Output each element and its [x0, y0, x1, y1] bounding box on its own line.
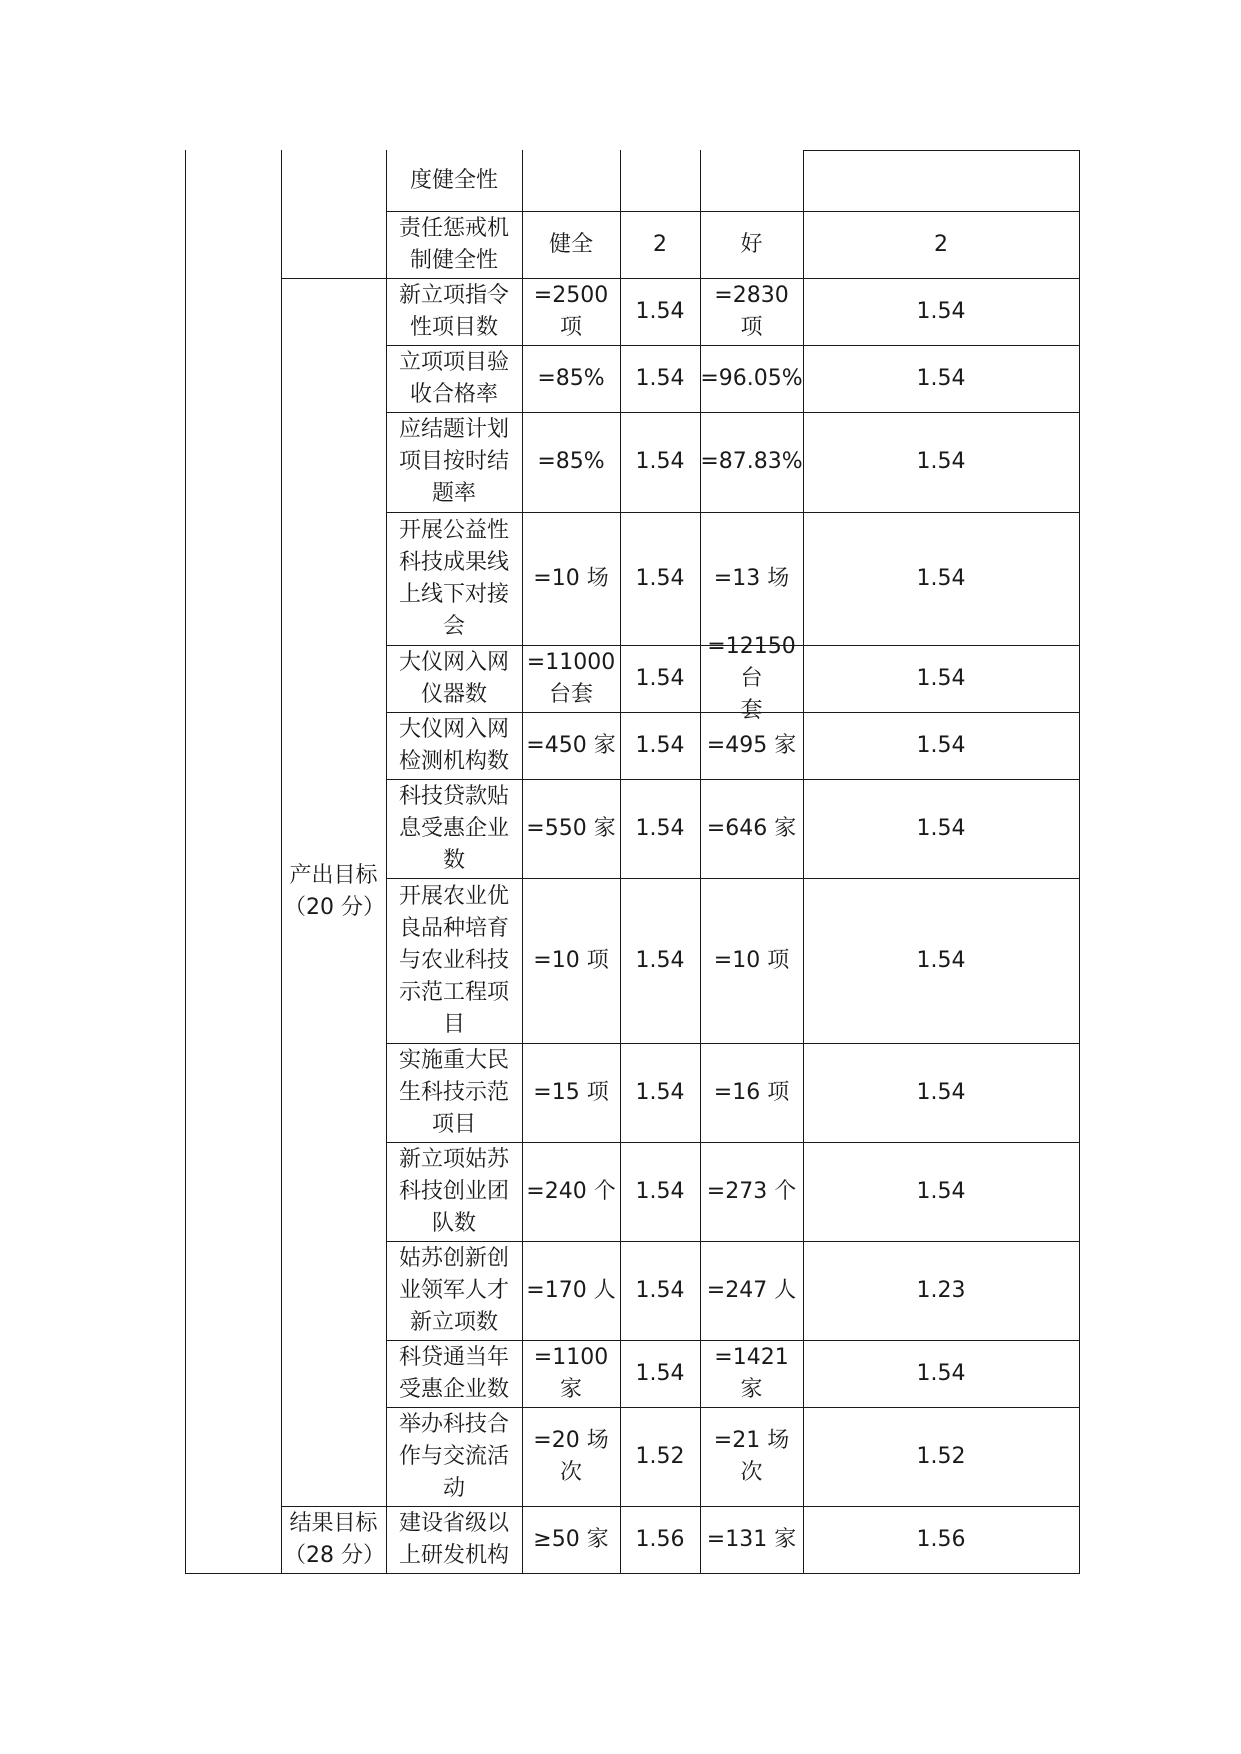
table-row-score-cell [803, 645, 1079, 712]
table-row-score-cell [803, 1407, 1079, 1506]
table-row-indicator-cell-text: 建设省级以 上研发机构 [398, 1510, 509, 1568]
table-row-target-cell-text: =450 家 [526, 732, 616, 758]
table-row-weight-cell [620, 645, 700, 712]
table-vline-7 [1079, 150, 1080, 1574]
table-row-weight-cell-text: 1.54 [635, 732, 685, 758]
table-row-target-cell-text: =10 场 [533, 565, 609, 591]
table-row-target-cell-text: =170 人 [526, 1277, 616, 1303]
table-row-actual-cell [700, 1407, 803, 1506]
table-row-indicator-cell [386, 150, 522, 211]
table-row-actual-cell [700, 1142, 803, 1241]
table-row-target-cell [522, 278, 620, 345]
table-row-indicator-cell-text: 新立项姑苏 科技创业团 队数 [398, 1146, 509, 1236]
table-row-score-cell-text: 1.54 [916, 449, 966, 474]
group-output-target [281, 278, 386, 1506]
table-row-indicator-cell-text: 大仪网入网 仪器数 [398, 649, 509, 707]
table-row-actual-cell [700, 1506, 803, 1573]
table-row-target-cell-text: =1100 家 [533, 1344, 609, 1402]
table-row-score-cell [803, 1142, 1079, 1241]
table-row-weight-cell-text: 1.56 [635, 1526, 685, 1552]
table-bottom-border [185, 1573, 1080, 1574]
table-row-indicator-cell-text: 新立项指令 性项目数 [398, 282, 509, 340]
table-row-indicator-cell [386, 712, 522, 779]
table-row-actual-cell-text: =21 场次 [713, 1427, 790, 1485]
table-row-actual-cell [700, 211, 803, 278]
table-row-target-cell [522, 1407, 620, 1506]
table-row-score-cell [803, 512, 1079, 645]
table-row-weight-cell-text: 1.54 [635, 1178, 685, 1204]
table-row-score-cell-text: 1.54 [916, 298, 966, 324]
table-row-indicator-cell [386, 1043, 522, 1142]
table-row-indicator-cell [386, 1506, 522, 1573]
table-row-actual-cell-text: 好 [740, 231, 763, 257]
table-row-indicator-cell [386, 412, 522, 512]
table-row-target-cell-text: ≥50 家 [533, 1526, 609, 1552]
table-row-target-cell-text: =15 项 [533, 1079, 609, 1105]
table-row-indicator-cell [386, 1340, 522, 1407]
table-row-score-cell [803, 345, 1079, 412]
table-row-indicator-cell-text: 实施重大民 生科技示范 项目 [398, 1047, 509, 1137]
table-row-indicator-cell-text: 责任惩戒机 制健全性 [398, 215, 509, 273]
table-row-actual-cell [700, 878, 803, 1043]
table-row-actual-cell [700, 278, 803, 345]
table-row-weight-cell-text: 1.54 [635, 1277, 685, 1303]
table-row-actual-cell-text: =646 家 [706, 815, 797, 841]
table-row-weight-cell [620, 512, 700, 645]
table-row-score-cell-text: 1.54 [916, 947, 966, 973]
table-row-weight-cell [620, 712, 700, 779]
table-row-actual-cell-text: =16 项 [713, 1079, 790, 1105]
table-row-score-cell-text: 1.54 [916, 365, 966, 391]
table-row-target-cell [522, 878, 620, 1043]
table-row-weight-cell [620, 1043, 700, 1142]
table-vline-0 [185, 150, 186, 1574]
table-row-weight-cell-text: 1.54 [635, 1079, 685, 1105]
table-row-indicator-cell-text: 开展公益性 科技成果线 上线下对接 会 [398, 517, 509, 639]
table-row-score-cell [803, 1043, 1079, 1142]
table-row-score-cell [803, 1340, 1079, 1407]
table-row-target-cell-text: =2500 项 [533, 282, 609, 340]
table-row-indicator-cell-text: 大仪网入网 检测机构数 [398, 716, 509, 774]
table-row-score-cell-text: 1.23 [916, 1277, 966, 1303]
table-row-indicator-cell [386, 211, 522, 278]
table-row-actual-cell [700, 1340, 803, 1407]
table-row-weight-cell [620, 779, 700, 878]
table-row-actual-cell-text: =273 个 [706, 1178, 797, 1204]
table-row-weight-cell-text: 1.52 [635, 1443, 685, 1469]
table-row-weight-cell-text: 1.54 [635, 298, 685, 324]
table-row-target-cell-text: =20 场次 [533, 1427, 609, 1485]
table-row-target-cell-text: 健全 [548, 231, 593, 257]
group-result-target [281, 1506, 386, 1573]
table-row-actual-cell-text: =247 人 [706, 1277, 797, 1303]
table-row-weight-cell [620, 1241, 700, 1340]
table-row-weight-cell-text: 1.54 [635, 665, 685, 691]
table-row-score-cell-text: 1.54 [916, 665, 966, 691]
table-row-weight-cell [620, 1340, 700, 1407]
table-row-target-cell [522, 645, 620, 712]
table-row-indicator-cell-text: 举办科技合 作与交流活 动 [398, 1411, 509, 1501]
table-row-target-cell-text: =10 项 [533, 947, 609, 973]
group-result-target-text: 结果目标 （28 分） [284, 1510, 385, 1568]
table-row-score-cell [803, 150, 1079, 211]
table-row-weight-cell-text: 1.54 [635, 365, 685, 391]
table-row-score-cell-text: 1.54 [916, 732, 966, 758]
table-row-indicator-cell-text: 科贷通当年 受惠企业数 [398, 1344, 509, 1402]
table-row-target-cell-text: =11000 台套 [526, 649, 616, 707]
table-row-actual-cell-text: =96.05% [700, 365, 803, 391]
table-row-actual-cell [700, 1241, 803, 1340]
table-row-actual-cell-text: =131 家 [706, 1526, 797, 1552]
table-row-score-cell [803, 1241, 1079, 1340]
table-row-indicator-cell-text: 立项项目验 收合格率 [398, 349, 509, 407]
table-row-indicator-cell-text: 开展农业优 良品种培育 与农业科技 示范工程项 目 [398, 883, 509, 1037]
table-row-actual-cell [700, 712, 803, 779]
table-row-actual-cell-text: =2830 项 [714, 282, 789, 340]
table-row-target-cell [522, 412, 620, 512]
table-row-actual-cell-text: =87.83% [700, 449, 803, 474]
table-row-target-cell [522, 1340, 620, 1407]
table-row-target-cell-text: =550 家 [526, 815, 616, 841]
table-row-weight-cell-text: 2 [653, 231, 667, 257]
table-row-score-cell-text: 1.54 [916, 565, 966, 591]
table-row-target-cell [522, 1043, 620, 1142]
table-row-weight-cell [620, 278, 700, 345]
table-row-actual-cell-text: =13 场 [713, 565, 790, 591]
table-row-actual-cell [700, 345, 803, 412]
table-row-score-cell [803, 1506, 1079, 1573]
table-row-actual-cell-text: =12150 台 套 [707, 633, 796, 723]
table-row-target-cell-text: =240 个 [526, 1178, 616, 1204]
table-row-score-cell-text: 1.56 [916, 1526, 966, 1552]
table-row-indicator-cell [386, 345, 522, 412]
table-row-indicator-cell [386, 1407, 522, 1506]
table-row-score-cell [803, 211, 1079, 278]
table-row-weight-cell [620, 1142, 700, 1241]
table-row-actual-cell [700, 412, 803, 512]
table-row-target-cell [522, 150, 620, 211]
table-row-indicator-cell-text: 科技贷款贴 息受惠企业 数 [398, 783, 509, 873]
table-row-indicator-cell-text: 应结题计划 项目按时结 题率 [398, 417, 509, 506]
table-row-score-cell-text: 2 [934, 231, 948, 257]
table-row-weight-cell [620, 412, 700, 512]
table-row-indicator-cell [386, 779, 522, 878]
table-row-target-cell [522, 211, 620, 278]
table-row-target-cell [522, 345, 620, 412]
table-row-weight-cell-text: 1.54 [635, 449, 685, 474]
table-row-score-cell [803, 278, 1079, 345]
table-row-score-cell [803, 712, 1079, 779]
table-row-score-cell [803, 412, 1079, 512]
table-row-actual-cell-text: =495 家 [706, 732, 797, 758]
table-row-score-cell-text: 1.54 [916, 1079, 966, 1105]
table-row-weight-cell [620, 211, 700, 278]
table-row-target-cell-text: =85% [537, 449, 605, 474]
table-row-target-cell [522, 712, 620, 779]
table-row-target-cell [522, 779, 620, 878]
table-row-score-cell-text: 1.54 [916, 1178, 966, 1204]
table-row-actual-cell [700, 633, 803, 723]
table-row-indicator-cell [386, 1241, 522, 1340]
table-row-weight-cell [620, 150, 700, 211]
table-row-indicator-cell-text: 姑苏创新创 业领军人才 新立项数 [398, 1245, 509, 1335]
table-row-weight-cell-text: 1.54 [635, 947, 685, 973]
table-row-target-cell [522, 512, 620, 645]
table-row-score-cell-text: 1.54 [916, 1360, 966, 1386]
table-row-weight-cell [620, 345, 700, 412]
table-row-target-cell-text: =85% [537, 365, 605, 391]
table-row-actual-cell [700, 512, 803, 645]
table-row-score-cell [803, 779, 1079, 878]
table-row-score-cell-text: 1.52 [916, 1443, 966, 1469]
table-row-weight-cell-text: 1.54 [635, 815, 685, 841]
table-row-weight-cell-text: 1.54 [635, 565, 685, 591]
table-row-actual-cell-text: =1421 家 [714, 1344, 789, 1402]
table-row-actual-cell [700, 150, 803, 211]
table-row-indicator-cell [386, 1142, 522, 1241]
table-row-indicator-cell [386, 278, 522, 345]
table-row-weight-cell [620, 1407, 700, 1506]
table-row-score-cell [803, 878, 1079, 1043]
table-row-actual-cell-text: =10 项 [713, 947, 790, 973]
table-row-target-cell [522, 1506, 620, 1573]
group-output-target-text: 产出目标 （20 分） [284, 863, 385, 920]
table-row-target-cell [522, 1241, 620, 1340]
table-row-target-cell [522, 1142, 620, 1241]
table-row-weight-cell [620, 878, 700, 1043]
table-row-score-cell-text: 1.54 [916, 815, 966, 841]
table-row-actual-cell [700, 779, 803, 878]
table-row-indicator-cell [386, 645, 522, 712]
table-row-weight-cell-text: 1.54 [635, 1360, 685, 1386]
table-row-actual-cell [700, 1043, 803, 1142]
table-row-indicator-cell [386, 512, 522, 645]
table-row-indicator-cell [386, 878, 522, 1043]
table-row-weight-cell [620, 1506, 700, 1573]
table-row-indicator-cell-text: 度健全性 [409, 167, 498, 193]
